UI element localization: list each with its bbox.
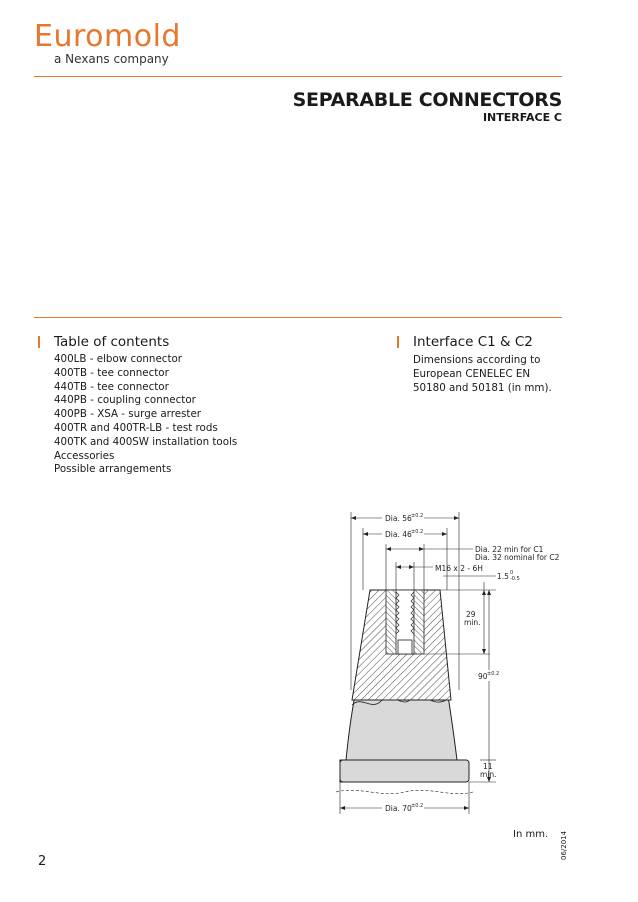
label-dia46-tol: ±0.2 — [411, 529, 424, 535]
base-flange — [340, 760, 469, 782]
logo-wordmark: Euromold — [34, 19, 181, 54]
label-dia70-tol: ±0.2 — [411, 803, 424, 809]
toc-item: 400TB - tee connector — [54, 366, 169, 379]
label-dim29: 29 — [466, 610, 476, 619]
page-number: 2 — [38, 854, 47, 869]
toc-item: 440PB - coupling connector — [54, 394, 196, 407]
label-dim11-note: min. — [480, 770, 497, 779]
toc-item: Accessories — [54, 449, 115, 462]
toc-item: 400TK and 400SW installation tools — [54, 435, 238, 448]
label-thread: M16 x 2 - 6H — [435, 564, 483, 573]
toc-item: 400LB - elbow connector — [54, 353, 183, 365]
label-dia22: Dia. 22 min for C1 — [475, 545, 544, 554]
label-dim15-tol-top: 0 — [510, 570, 514, 576]
label-dia70: Dia. 70 — [385, 804, 412, 813]
label-dia32: Dia. 32 nominal for C2 — [475, 553, 560, 562]
label-dim11: 11 — [483, 762, 493, 771]
page-subtitle: INTERFACE C — [482, 111, 562, 124]
label-dim15: 1.5 — [497, 572, 509, 581]
interface-description: Dimensions according to European CENELEC EN 50180 and 50181 (in mm). — [413, 354, 552, 394]
unit-note: In mm. — [513, 829, 549, 840]
label-dia56-tol: ±0.2 — [411, 513, 424, 519]
label-dia46: Dia. 46 — [385, 530, 412, 539]
toc-item: 400TR and 400TR-LB - test rods — [54, 421, 218, 434]
interface-heading-text: Interface C1 & C2 — [413, 334, 533, 350]
toc-item: Possible arrangements — [54, 463, 172, 476]
toc-item: 440TB - tee connector — [54, 380, 169, 393]
publication-date: 06/2014 — [560, 830, 568, 860]
label-dia56: Dia. 56 — [385, 514, 412, 523]
toc-item: 400PB - XSA - surge arrester — [54, 408, 202, 421]
logo-tagline: a Nexans company — [54, 52, 169, 66]
label-dim29-note: min. — [464, 618, 481, 627]
label-dim90-tol: ±0.2 — [487, 671, 500, 677]
bore-bottom — [398, 640, 412, 654]
page-title: SEPARABLE CONNECTORS — [292, 89, 562, 111]
label-dim15-tol-bot: -0.5 — [510, 576, 520, 582]
break-line-base — [336, 790, 473, 793]
toc-heading-text: Table of contents — [54, 334, 170, 350]
label-dim90: 90 — [478, 672, 488, 681]
